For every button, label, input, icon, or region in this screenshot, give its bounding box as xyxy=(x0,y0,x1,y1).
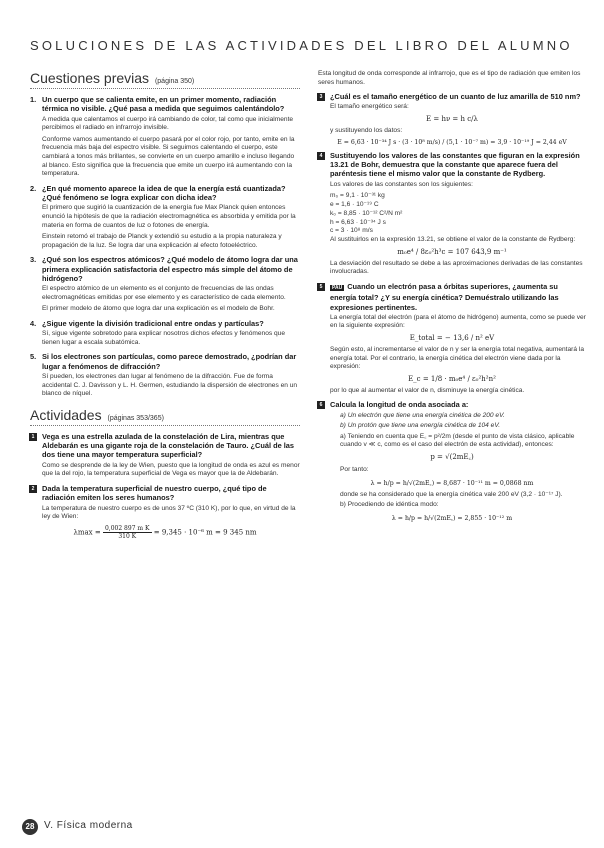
answer-4a: Sí, sigue vigente sobretodo para explicar nosotros dichos efectos y fenómenos que tienen lugar a escala subatómica. xyxy=(42,330,286,346)
activity-4: 4 Sustituyendo los valores de las constantes que figuran en la expresión 13.21 de Bohr, demuestra que la constante que aparece fuera del paréntesis tiene el mismo valor que la constante de Rydberg. xyxy=(318,151,586,179)
constant-item: e = 1,6 · 10⁻¹⁹ C xyxy=(330,200,379,208)
question-3: 3. ¿Qué son los espectros atómicos? ¿Qué modelo de átomo logra dar una primera explicación satisfactoria del espectro más simple del átomo de hidrógeno? xyxy=(30,255,298,283)
rydberg-formula: m₀e⁴ / 8ε₀²h³c = 107 643,9 m⁻¹ xyxy=(397,247,507,256)
activity-3-answer-b: y sustituyendo los datos: xyxy=(330,127,403,135)
activity-1: 1 Vega es una estrella azulada de la constelación de Lira, mientras que Aldebarán es una gigante roja de la constelación de Tauro. ¿Cuál de las dos tiene una mayor temperatura superficial? xyxy=(30,432,300,460)
activity-5-answer-a: La energía total del electrón (para el átomo de hidrógeno) aumenta, como se puede ver en la siguiente expresión: xyxy=(330,313,586,330)
footer-chapter: V. Física moderna xyxy=(44,820,133,831)
section-rule xyxy=(30,88,300,89)
activity-4-answer-c: La desviación del resultado se debe a las aproximaciones derivadas de las constantes involucradas. xyxy=(330,259,583,276)
activity-2: 2 Dada la temperatura superficial de nuestro cuerpo, ¿qué tipo de radiación emiten los seres humanos? xyxy=(30,484,300,503)
activity-3-answer-a: El tamaño energético será: xyxy=(330,103,409,111)
question-1: 1. Un cuerpo que se calienta emite, en un primer momento, radiación térmica no visible. ¿Qué pasa a medida que seguimos calentándolo? xyxy=(30,95,285,114)
answer-1b: Conforme vamos aumentando el cuerpo pasará por el color rojo, por tanto, emite en la frecuencia más baja del espectro visible. Si seguimos calentando el cuerpo, este cambiará a tonos más brillantes, se convierte en un cuerpo amarillo e incluso llegando al blanco. Esto significa que la frecuencia que emite un cuerpo irá aumentando con la temperatura. xyxy=(42,135,295,178)
activity-2-answer: La temperatura de nuestro cuerpo es de unos 37 ºC (310 K), por lo que, en virtud de la ley de Wien: xyxy=(42,504,296,521)
page-banner: SOLUCIONES DE LAS ACTIVIDADES DEL LIBRO DEL ALUMNO xyxy=(30,38,573,53)
activity-6-part-b: b) Un protón que tiene una energía cinética de 104 eV. xyxy=(340,422,501,430)
kinetic-energy-formula: E_c = 1/8 · m₀e⁴ / ε₀²h²n² xyxy=(408,374,496,383)
wavelength-formula-a: λ = h/p = h/√(2mE꜀) = 8,687 · 10⁻¹¹ m = 0,0868 nm xyxy=(370,479,534,487)
activity-6-part-a: a) Un electrón que tiene una energía cinética de 200 eV. xyxy=(340,411,505,419)
right-column xyxy=(318,70,586,526)
energy-formula: E = hν = h c/λ xyxy=(426,115,478,124)
activity-6: 6 Calcula la longitud de onda asociada a: xyxy=(318,400,586,409)
energy-result: E = 6,63 · 10⁻³⁴ J s · (3 · 10⁸ m/s) / (5,1 · 10⁻⁷ m) = 3,9 · 10⁻¹⁹ J = 2,44 eV xyxy=(337,138,567,146)
activity-5-answer-c: por lo que al aumentar el valor de n, disminuye la energía cinética. xyxy=(330,386,525,394)
answer-3b: El primer modelo de átomo que logra dar una explicación es el modelo de Bohr. xyxy=(42,305,275,313)
constant-item: k₀ = 8,85 · 10⁻¹² C²/N m² xyxy=(330,209,403,217)
question-4: 4. ¿Sigue vigente la división tradicional entre ondas y partículas? xyxy=(30,318,264,328)
activity-6-answer-a3: donde se ha considerado que la energía cinética vale 200 eV (3,2 · 10⁻¹⁷ J). xyxy=(340,490,563,498)
answer-5a: Sí pueden, los electrones dan lugar al fenómeno de la difracción. Fue de forma accidental C. J. Davisson y L. H. Germen, estudiando la dispersión de electrones en un blanco de níquel. xyxy=(42,373,298,398)
activity-6-answer-a1: a) Teniendo en cuenta que E꜀ = p²/2m (desde el punto de vista clásico, aplicable cuando v ≪ c, como es el caso del electrón de esta actividad), entonces: xyxy=(340,432,575,449)
wavelength-formula-b: λ = h/p = h/√(2mE꜀) = 2,855 · 10⁻¹² m xyxy=(391,514,513,522)
answer-2b: Einstein retomó el trabajo de Planck y extendió su estudio a la propia naturaleza y propagación de la luz. Se logra dar una explicación al efecto fotoeléctrico. xyxy=(42,233,282,249)
activity-4-answer-a: Los valores de las constantes son los siguientes: xyxy=(330,180,473,188)
section-title-actividades: Actividades (páginas 353/365) xyxy=(30,406,164,423)
momentum-formula: p = √(2mE꜀) xyxy=(430,453,474,462)
wien-formula: λmax = $\frac{\text{0,002 897 m K}}{310 K}$ = 9,345 · 10⁻⁶ m = 9 345 nm xyxy=(73,524,257,540)
answer-2a: El primero que sugirió la cuantización de la energía fue Max Planck quien entonces enunció la hipótesis de que la radiación electromagnética es absorbida y emitida por la materia en forma de cuantos de luz o fotones de energía. xyxy=(42,204,296,229)
constant-item: h = 6,63 · 10⁻³⁴ J s xyxy=(330,218,386,226)
pau-badge: PAU xyxy=(332,284,343,291)
answer-3a: El espectro atómico de un elemento es el conjunto de frecuencias de las ondas electromagnéticas emitidas por ese elemento y es característico de cada elemento. xyxy=(42,285,286,301)
constant-item: m₀ = 9,1 · 10⁻³¹ kg xyxy=(330,192,385,200)
answer-1a: A medida que calentamos el cuerpo irá cambiando de color, tal como que inicialmente percibimos el radiado en infrarrojo invisible. xyxy=(42,115,294,132)
activity-6-answer-b1: b) Procediendo de idéntica modo: xyxy=(340,501,439,509)
activity-4-answer-b: Al sustituirlos en la expresión 13.21, se obtiene el valor de la constante de Rydberg: xyxy=(330,236,576,244)
constant-item: c = 3 · 10⁸ m/s xyxy=(330,227,373,235)
continuation-text: Esta longitud de onda corresponde al infrarrojo, que es el tipo de radiación que emiten los seres humanos. xyxy=(318,70,581,86)
activity-6-answer-a2: Por tanto: xyxy=(340,466,369,474)
left-column xyxy=(30,70,300,544)
activity-1-answer: Como se desprende de la ley de Wien, puesto que la longitud de onda es azul es menor que la del rojo, la temperatura superficial de Vega es mayor que la de Aldebarán. xyxy=(42,461,300,478)
section-rule xyxy=(30,425,300,426)
activity-5-answer-b: Según esto, al incrementarse el valor de n y ser la energía total negativa, aumentará la energía total. Por el contrario, la energía cinética del electrón viene dada por la expresión: xyxy=(330,346,585,371)
page-number: 28 xyxy=(22,819,38,835)
total-energy-formula: E_total = − 13,6 / n² eV xyxy=(409,334,495,342)
question-5: 5. Si los electrones son partículas, como parece demostrado, ¿podrían dar lugar a fenómenos de difracción? xyxy=(30,352,297,371)
question-2: 2. ¿En qué momento aparece la idea de que la energía está cuantizada? ¿Qué fenómeno se logra explicar con dicha idea? xyxy=(30,183,286,203)
activity-5: 5 PAU Cuando un electrón pasa a órbitas superiores, ¿aumenta su energía total? ¿Y su energía cinética? Demuéstralo utilizando las expresiones pertinentes. xyxy=(318,282,586,312)
section-title-cuestiones: Cuestiones previas (página 350) xyxy=(30,70,195,86)
activity-3: 3 ¿Cuál es el tamaño energético de un cuanto de luz amarilla de 510 nm? xyxy=(318,92,586,101)
